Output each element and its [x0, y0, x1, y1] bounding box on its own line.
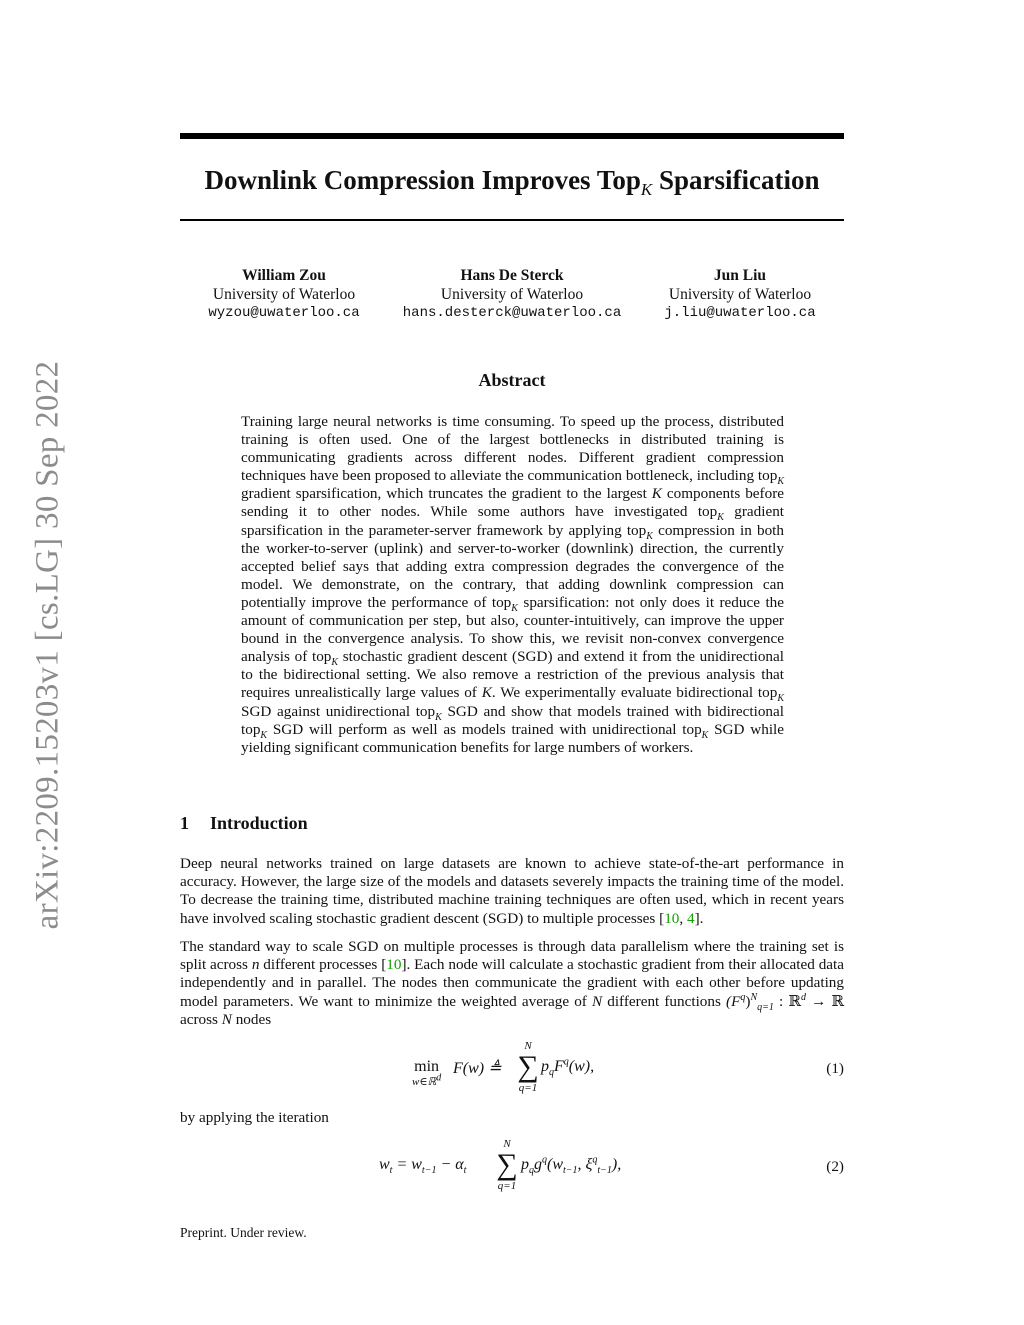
citation-link[interactable]: 4 [686, 909, 695, 927]
title-top-rule [180, 133, 844, 139]
citation-link[interactable]: 10 [386, 956, 402, 974]
citation-link[interactable]: 10 [664, 909, 680, 927]
equation-1 [180, 1040, 844, 1104]
author-affiliation: University of Waterloo [212, 285, 356, 303]
equation-2 [180, 1138, 844, 1202]
arxiv-identifier-stamp: arXiv:2209.15203v1 [cs.LG] 30 Sep 2022 [29, 360, 66, 930]
equation-rhs: $p_qF^q(w)$, [541, 1056, 595, 1079]
equation-rhs: $p_qg^q(w_{t-1}$, $\xi^q_{t-1}$), [521, 1154, 622, 1177]
author-block [388, 267, 636, 323]
author-block [636, 267, 844, 323]
author-affiliation: University of Waterloo [440, 285, 584, 303]
author-name: Hans De Sterck [460, 267, 564, 284]
author-block [180, 267, 388, 323]
section-heading-introduction: 1 Introduction [180, 813, 308, 833]
summation-operator: N ∑ q=1 [496, 1138, 518, 1192]
title-bottom-rule [180, 219, 844, 221]
author-affiliation: University of Waterloo [668, 285, 812, 303]
abstract-heading: Abstract [478, 370, 546, 390]
intro-paragraph: The standard way to scale SGD on multiple processes is through data parallelism where the training set is split across n different processes [10]. Each node will calculate a stochastic gradient from their allocated data independently and in parallel. The nodes then communicate the gradient with each other before updating model parameters. We want to minimize the weighted average of N different functions $(F^q)^N_{q=1}$ : ℝ$^d$ → ℝ across N nodes [180, 938, 845, 1028]
equation-lhs: $w_t = w_{t-1} - \alpha_t$ [379, 1156, 467, 1177]
author-email[interactable]: wyzou@uwaterloo.ca [208, 305, 360, 321]
intro-paragraph: by applying the iteration [180, 1109, 329, 1126]
min-operator: min w∈ℝ$^d$ [412, 1058, 442, 1088]
intro-paragraph: Deep neural networks trained on large datasets are known to achieve state-of-the-art performance in accuracy. However, the large size of the models and datasets severely impacts the training time of the model. To decrease the training time, distributed machine training techniques are often used, which in recent years have involved scaling stochastic gradient descent (SGD) to multiple processes [10, 4]. [180, 855, 844, 927]
author-email[interactable]: j.liu@uwaterloo.ca [664, 305, 816, 321]
author-name: William Zou [242, 267, 326, 284]
abstract-body: Training large neural networks is time consuming. To speed up the process, distributed training is often used. One of the largest bottlenecks in distributed training is communicating gradients across different nodes. Different gradient compression techniques have been proposed to alleviate the communication bottleneck, including top$_K$ gradient sparsification, which truncates the gradient to the largest K components before sending it to other nodes. While some authors have investigated top$_K$ gradient sparsification in the parameter-server framework by applying top$_K$ compression in both the worker-to-server (uplink) and server-to-worker (downlink) direction, the currently accepted belief says that adding extra compression degrades the convergence of the model. We demonstrate, on the contrary, that adding downlink compression can potentially improve the performance of top$_K$ sparsification: not only does it reduce the amount of communication per step, but also, counter-intuitively, can improve the upper bound in the convergence analysis. To show this, we revisit non-convex convergence analysis of top$_K$ stochastic gradient descent (SGD) and extend it from the unidirectional to the bidirectional setting. We also remove a restriction of the previous analysis that requires unrealistically large values of K. We experimentally evaluate bidirectional top$_K$ SGD against unidirectional top$_K$ SGD and show that models trained with bidirectional top$_K$ SGD will perform as well as models trained with unidirectional top$_K$ SGD while yielding significant communication benefits for large numbers of workers. [241, 413, 785, 756]
equation-number: (2) [826, 1158, 844, 1175]
footer-note: Preprint. Under review. [180, 1225, 307, 1240]
equation-lhs: F(w) ≜ [453, 1060, 502, 1077]
author-name: Jun Liu [713, 267, 767, 284]
equation-number: (1) [826, 1060, 844, 1077]
author-email[interactable]: hans.desterck@uwaterloo.ca [402, 305, 622, 321]
summation-operator: N ∑ q=1 [517, 1040, 539, 1094]
paper-title: Downlink Compression Improves Top$_K$ Sparsification [204, 165, 820, 199]
